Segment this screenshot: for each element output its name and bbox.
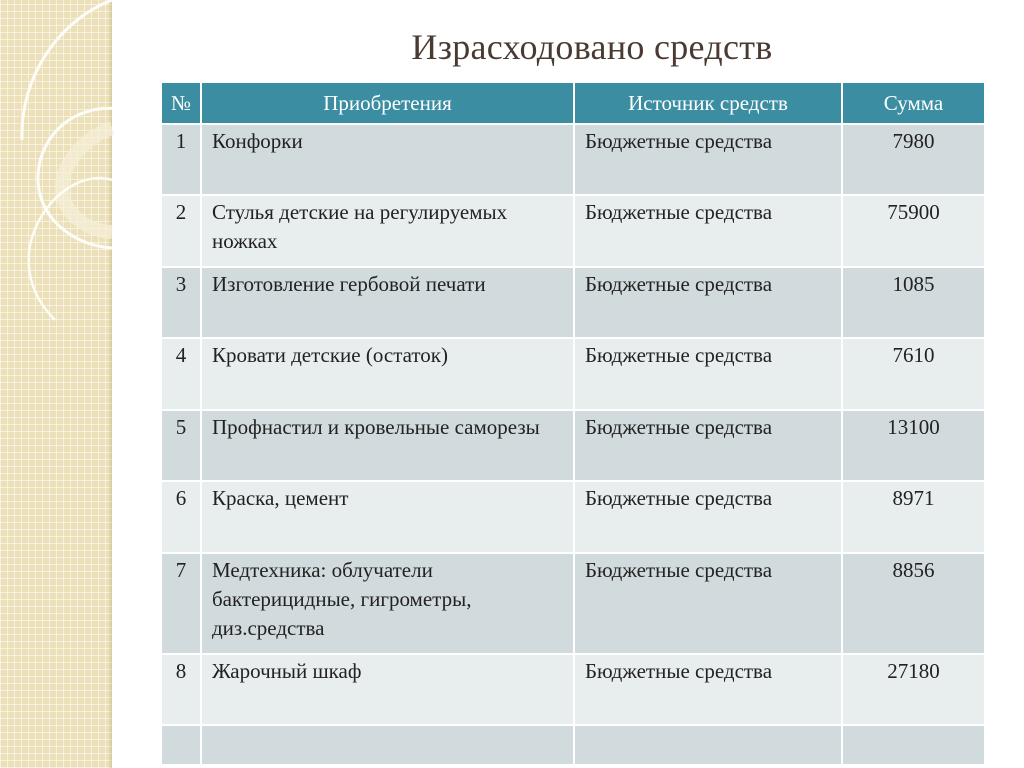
cell-source: Бюджетные средства	[574, 481, 842, 553]
table-row	[161, 481, 985, 553]
cell-sum: 8971	[842, 481, 985, 553]
cell-item: Профнастил и кровельные саморезы	[201, 410, 574, 481]
table-row	[161, 338, 985, 410]
table-row	[161, 267, 985, 338]
table-row	[161, 553, 985, 654]
cell-sum: 1085	[842, 267, 985, 338]
cell-source: Бюджетные средства	[574, 267, 842, 338]
cell-item: Конфорки	[201, 124, 574, 195]
cell-source: Бюджетные средства	[574, 195, 842, 267]
header-number: №	[161, 82, 201, 124]
table-row	[161, 124, 985, 195]
expenses-table	[160, 81, 986, 766]
header-sum: Сумма	[842, 82, 985, 124]
cell-sum	[842, 725, 985, 765]
cell-number: 1	[161, 124, 201, 195]
cell-sum: 75900	[842, 195, 985, 267]
cell-item: Медтехника: облучатели бактерицидные, гигрометры, диз.средства	[201, 553, 574, 654]
cell-item: Стулья детские на регулируемых ножках	[201, 195, 574, 267]
cell-item	[201, 725, 574, 765]
cell-number: 7	[161, 553, 201, 654]
cell-source: Бюджетные средства	[574, 553, 842, 654]
slide-title: Израсходовано средств	[411, 27, 773, 67]
cell-number: 2	[161, 195, 201, 267]
cell-source	[574, 725, 842, 765]
cell-item: Жарочный шкаф	[201, 654, 574, 725]
cell-number	[161, 725, 201, 765]
cell-sum: 7980	[842, 124, 985, 195]
cell-sum: 8856	[842, 553, 985, 654]
cell-source: Бюджетные средства	[574, 410, 842, 481]
table-row	[161, 654, 985, 725]
header-purchases: Приобретения	[201, 82, 574, 124]
cell-item: Изготовление гербовой печати	[201, 267, 574, 338]
cell-source: Бюджетные средства	[574, 124, 842, 195]
table-row	[161, 410, 985, 481]
cell-number: 3	[161, 267, 201, 338]
cell-number: 8	[161, 654, 201, 725]
table-row	[161, 195, 985, 267]
decorative-side-strip	[0, 0, 112, 768]
table-header-row	[161, 82, 985, 124]
header-funding-source: Источник средств	[574, 82, 842, 124]
table-row-empty	[161, 725, 985, 765]
cell-source: Бюджетные средства	[574, 654, 842, 725]
cell-number: 5	[161, 410, 201, 481]
cell-item: Кровати детские (остаток)	[201, 338, 574, 410]
cell-item: Краска, цемент	[201, 481, 574, 553]
cell-number: 6	[161, 481, 201, 553]
cell-source: Бюджетные средства	[574, 338, 842, 410]
cell-sum: 27180	[842, 654, 985, 725]
cell-sum: 13100	[842, 410, 985, 481]
cell-number: 4	[161, 338, 201, 410]
cell-sum: 7610	[842, 338, 985, 410]
